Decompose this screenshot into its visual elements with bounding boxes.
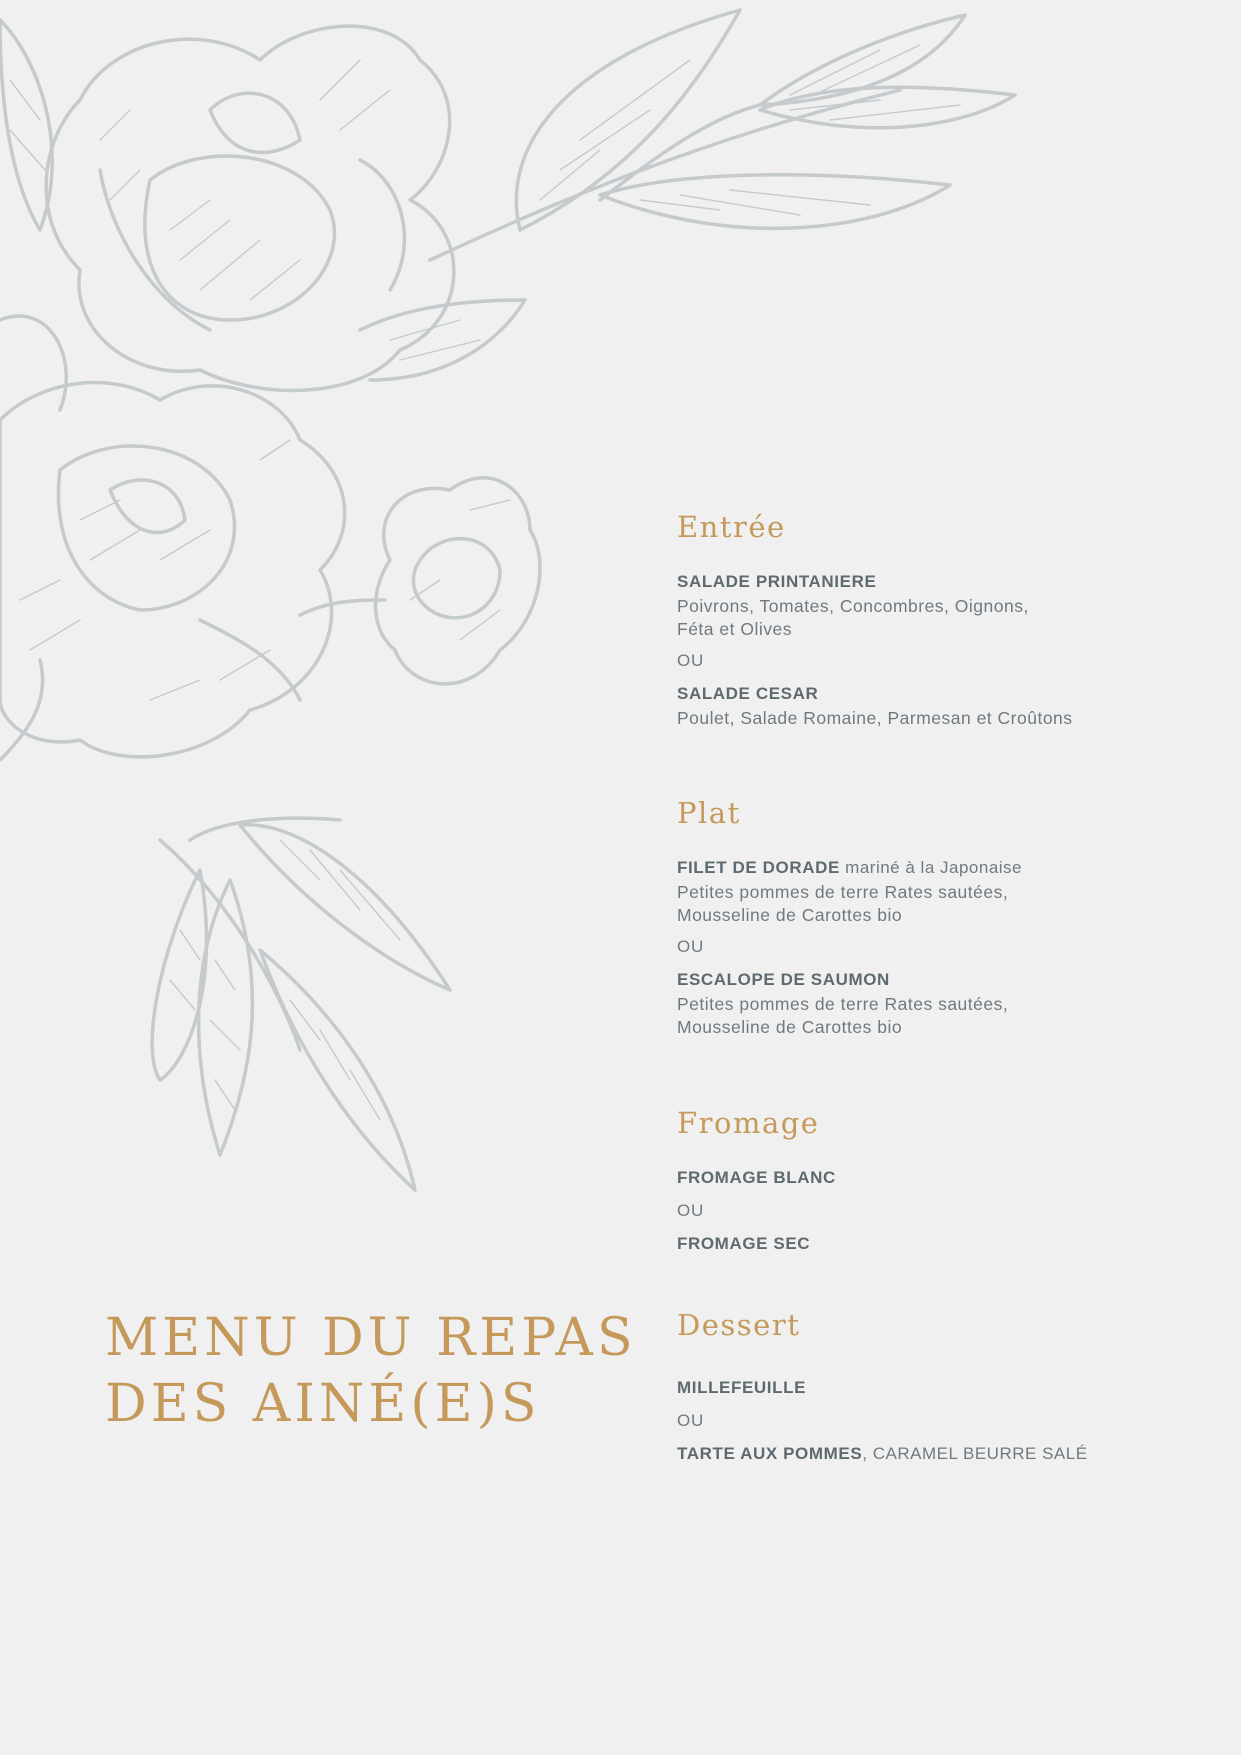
section-title-entree: Entrée (677, 510, 786, 544)
dish-fromage-blanc (677, 1166, 836, 1191)
dish-name: MILLEFEUILLE (677, 1378, 807, 1397)
dish-description: Mousseline de Carottes bio (677, 905, 903, 925)
dish-tarte-aux-pommes (677, 1442, 1088, 1467)
separator-ou: OU (677, 1201, 705, 1220)
dish-description: Mousseline de Carottes bio (677, 1017, 903, 1037)
dish-name-detail: mariné à la Japonaise (839, 858, 1022, 877)
dish-description: Poulet, Salade Romaine, Parmesan et Croûtons (677, 708, 1073, 728)
dish-description: Petites pommes de terre Rates sautées, (677, 882, 1009, 902)
section-title-plat: Plat (677, 796, 741, 830)
section-title-dessert: Dessert (677, 1308, 801, 1342)
title-line-2: DES AINÉ(E)S (105, 1374, 541, 1434)
dish-name: FILET DE DORADE (677, 858, 840, 877)
dish-name: FROMAGE BLANC (677, 1168, 836, 1187)
separator-ou: OU (677, 937, 705, 956)
dish-millefeuille (677, 1376, 1088, 1401)
separator-ou: OU (677, 1411, 705, 1430)
separator-ou: OU (677, 651, 705, 670)
dish-fromage-sec (677, 1232, 836, 1257)
dish-name: TARTE AUX POMMES (677, 1444, 863, 1463)
section-title-fromage: Fromage (677, 1106, 820, 1140)
section-entree (677, 510, 1073, 730)
section-plat (677, 796, 1022, 1039)
dish-name: FROMAGE SEC (677, 1234, 811, 1253)
dish-name: SALADE CESAR (677, 684, 819, 703)
dish-name-detail: , CARAMEL BEURRE SALÉ (862, 1444, 1088, 1463)
page-title (105, 1305, 665, 1437)
dish-salade-cesar (677, 682, 1073, 730)
title-line-1: MENU DU REPAS (105, 1308, 637, 1368)
dish-description: Féta et Olives (677, 619, 792, 639)
section-fromage (677, 1106, 836, 1257)
dish-name: ESCALOPE DE SAUMON (677, 970, 890, 989)
dish-description: Petites pommes de terre Rates sautées, (677, 994, 1009, 1014)
dish-salade-printaniere (677, 570, 1073, 641)
dish-description: Poivrons, Tomates, Concombres, Oignons, (677, 596, 1029, 616)
dish-filet-de-dorade (677, 856, 1022, 927)
section-dessert (677, 1308, 1088, 1467)
dish-escalope-de-saumon (677, 968, 1022, 1039)
dish-name: SALADE PRINTANIERE (677, 572, 877, 591)
